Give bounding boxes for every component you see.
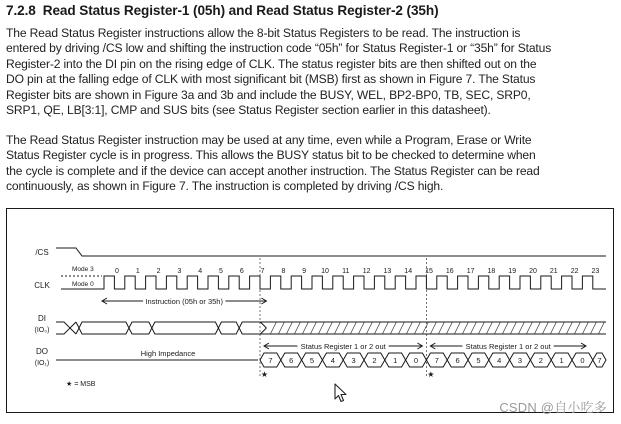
clock-number: 7 xyxy=(260,268,265,275)
do-label: DO xyxy=(36,347,48,356)
paragraph-line: Status Register cycle is in progress. This allows the BUSY status bit to be checked to determine when xyxy=(6,148,536,163)
paragraph-line: SRP1, QE, LB[3:1], CMP and SUS bits (see Status Register section earlier in this datasheet). xyxy=(6,103,491,118)
clock-number: 14 xyxy=(404,268,413,275)
do-bit-label: 6 xyxy=(455,356,460,365)
paragraph-line: Register-2 into the DI pin on the rising edge of CLK. The status register bits are then shifted out on the xyxy=(6,56,537,71)
cs-label: /CS xyxy=(35,248,49,257)
paragraph-1 xyxy=(6,26,616,118)
clock-number: 19 xyxy=(508,268,517,275)
sr-out-1-label: Status Register 1 or 2 out xyxy=(300,342,386,351)
paragraph-line: entered by driving /CS low and shifting the instruction code “05h” for Status Register-1 or “35h” for Status xyxy=(6,41,552,56)
high-impedance-label: High Impedance xyxy=(140,349,196,358)
clock-number: 2 xyxy=(156,268,161,275)
msb-marker-1: ★ xyxy=(260,370,268,379)
paragraph-line: DO pin at the falling edge of CLK with most significant bit (MSB) first as shown in Figure 7. The Status xyxy=(6,72,536,87)
timing-diagram xyxy=(6,208,614,413)
csdn-watermark: CSDN @自小吃多 xyxy=(499,400,607,415)
clock-number: 1 xyxy=(135,268,140,275)
paragraph-2 xyxy=(6,133,616,195)
do-bit-label: 5 xyxy=(309,356,315,365)
do-bit-label: 5 xyxy=(476,356,481,365)
clock-number: 11 xyxy=(342,268,350,275)
clock-number: 10 xyxy=(321,268,329,275)
do-bit-label: 4 xyxy=(497,356,502,365)
clock-number: 3 xyxy=(177,268,182,275)
do-bit-label: 1 xyxy=(559,356,564,365)
do-bit-label: 3 xyxy=(351,356,356,365)
msb-legend: ★ = MSB xyxy=(66,381,96,388)
clock-number: 6 xyxy=(239,268,244,275)
do-bit-label: 3 xyxy=(517,356,523,365)
do-bit-label: 4 xyxy=(330,356,335,365)
clock-number: 20 xyxy=(529,268,537,275)
do-bit-label: 2 xyxy=(538,356,543,365)
mode3-label: Mode 3 xyxy=(72,266,94,273)
do-bit-label: 7 xyxy=(434,356,439,365)
di-io-label: (IO₀) xyxy=(34,327,50,334)
clock-number: 8 xyxy=(281,268,286,275)
paragraph-line: Register bits are shown in Figure 3a and 3b and include the BUSY, WEL, BP2-BP0, TB, SEC, SRP0, xyxy=(6,87,531,102)
section-number: 7.2.8 xyxy=(6,3,36,18)
clock-number: 17 xyxy=(466,268,475,275)
do-bit-label: 6 xyxy=(289,356,294,365)
clock-number: 4 xyxy=(198,268,203,275)
do-bit-label: 2 xyxy=(372,356,377,365)
timing-diagram-svg xyxy=(6,208,614,413)
clock-number: 15 xyxy=(425,268,433,275)
clock-number: 0 xyxy=(115,268,119,275)
paragraph-line: continuously, as shown in Figure 7. The instruction is completed by driving /CS high. xyxy=(6,179,444,194)
clock-number: 5 xyxy=(219,268,223,275)
mouse-cursor-icon xyxy=(334,383,348,403)
msb-marker-2: ★ xyxy=(427,370,435,379)
clock-number: 16 xyxy=(445,268,454,275)
clock-number: 22 xyxy=(570,268,579,275)
paragraph-line: The Read Status Register instructions allow the 8-bit Status Registers to be read. The instruction is xyxy=(6,26,521,40)
di-label: DI xyxy=(38,314,46,323)
clock-number: 13 xyxy=(383,268,392,275)
paragraph-line: The Read Status Register instruction may be used at any time, even while a Program, Erase or Write xyxy=(6,133,532,147)
instruction-label: Instruction (05h or 35h) xyxy=(145,297,223,306)
paragraph-line: the cycle is complete and if the device can accept another instruction. The Status Register can be read xyxy=(6,163,540,178)
do-bit-label: 7 xyxy=(268,356,273,365)
do-bit-label: 1 xyxy=(393,356,398,365)
clock-number: 23 xyxy=(591,268,600,275)
clock-number: 12 xyxy=(362,268,371,275)
section-title: Read Status Register-1 (05h) and Read Status Register-2 (35h) xyxy=(42,3,439,18)
clock-number: 9 xyxy=(302,268,307,275)
mode0-label: Mode 0 xyxy=(72,281,94,288)
do-bit-label: 0 xyxy=(413,356,419,365)
clk-label: CLK xyxy=(34,281,50,290)
clock-number: 21 xyxy=(549,268,558,275)
do-io-label: (IO₁) xyxy=(34,360,50,367)
do-bit-label: 7 xyxy=(597,356,602,365)
clock-number: 18 xyxy=(487,268,496,275)
do-bit-label: 0 xyxy=(580,356,585,365)
sr-out-2-label: Status Register 1 or 2 out xyxy=(465,342,551,351)
section-heading xyxy=(6,3,439,18)
